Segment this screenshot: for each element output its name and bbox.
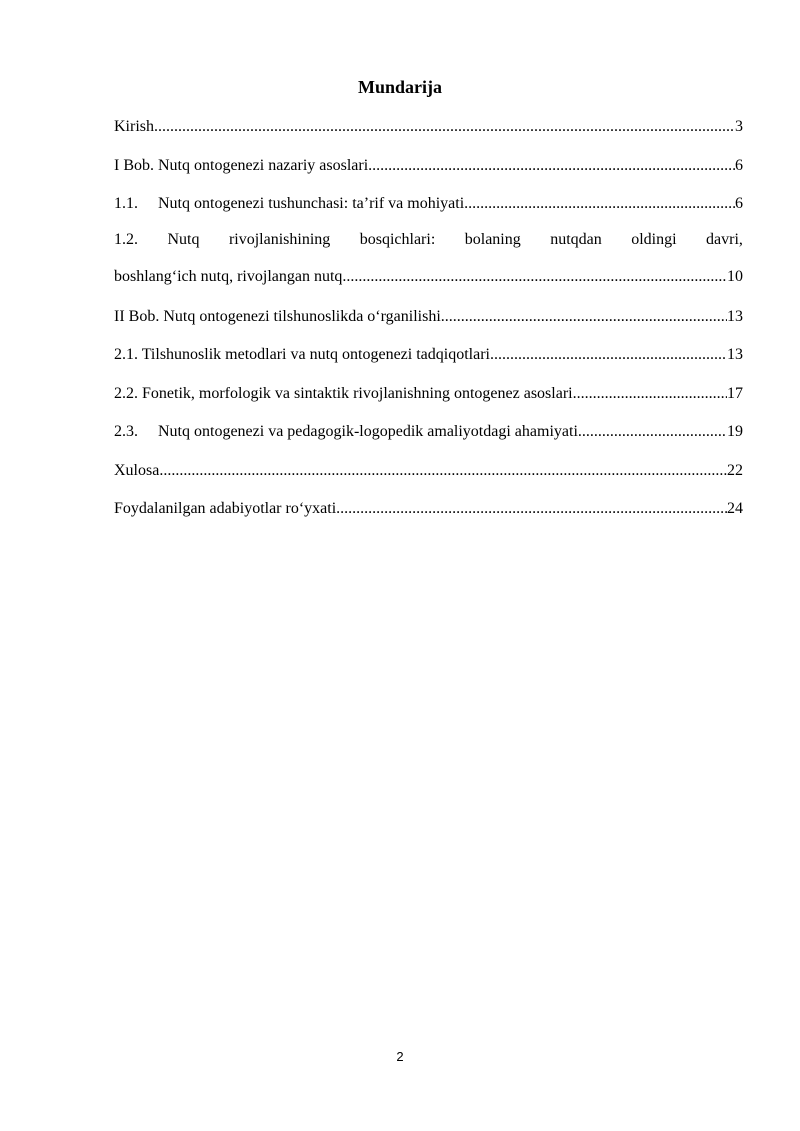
toc-dot-leader — [336, 499, 727, 519]
toc-dot-leader — [578, 422, 727, 442]
toc-word: oldingi — [631, 230, 677, 248]
toc-entry-text: 2.2. Fonetik, morfologik va sintaktik rivojlanishning ontogenez asoslari — [114, 384, 573, 402]
toc-word: nutqdan — [550, 230, 602, 248]
toc-page-number: 10 — [727, 267, 743, 285]
toc-word: davri, — [706, 230, 743, 248]
toc-entry-text: II Bob. Nutq ontogenezi tilshunoslikda o‘rganilishi — [114, 307, 441, 325]
toc-dot-leader — [441, 307, 727, 327]
toc-entry-bibliography[interactable] — [114, 490, 743, 529]
toc-entry-first-line — [114, 230, 743, 250]
toc-dot-leader — [159, 461, 727, 481]
toc-dot-leader — [464, 194, 735, 214]
toc-word: rivojlanishining — [228, 230, 331, 248]
toc-dot-leader — [342, 267, 727, 287]
page-title: Mundarija — [357, 77, 442, 97]
toc-dot-leader — [154, 117, 735, 137]
toc-word: bolaning — [464, 230, 521, 248]
toc-entry-xulosa[interactable] — [114, 452, 743, 491]
toc-entry-1-1[interactable] — [114, 185, 743, 224]
page-footer-number: 2 — [396, 1049, 404, 1064]
toc-section-number: 2.3. — [114, 423, 138, 441]
toc-entry-chapter-2[interactable] — [114, 298, 743, 337]
toc-entry-chapter-1[interactable] — [114, 147, 743, 186]
toc-page-number: 22 — [727, 461, 743, 479]
toc-entry-text: 2.1. Tilshunoslik metodlari va nutq ontogenezi tadqiqotlari — [114, 346, 490, 364]
toc-entry-text: I Bob. Nutq ontogenezi nazariy asoslari — [114, 156, 369, 174]
toc-word: bosqichlari: — [359, 230, 436, 248]
toc-page-number: 24 — [727, 500, 743, 518]
table-of-contents — [114, 108, 743, 529]
toc-entry-1-2[interactable] — [114, 224, 743, 298]
toc-word: 1.2. — [114, 230, 138, 248]
toc-entry-text: Nutq ontogenezi tushunchasi: ta’rif va mohiyati — [158, 195, 465, 213]
toc-entry-text: Kirish — [114, 118, 154, 136]
toc-entry-2-2[interactable] — [114, 375, 743, 414]
toc-entry-kirish[interactable] — [114, 108, 743, 147]
toc-entry-2-3[interactable] — [114, 413, 743, 452]
toc-dot-leader — [490, 345, 727, 365]
toc-entry-text: Xulosa — [114, 461, 160, 479]
toc-page-number: 13 — [727, 307, 743, 325]
toc-page-number: 3 — [735, 118, 743, 136]
toc-entry-text: Nutq ontogenezi va pedagogik-logopedik amaliyotdagi ahamiyati — [158, 423, 578, 441]
toc-entry-text: boshlang‘ich nutq, rivojlangan nutq — [114, 267, 343, 285]
toc-page-number: 6 — [735, 156, 743, 174]
toc-word: Nutq — [167, 230, 200, 248]
toc-dot-leader — [573, 384, 727, 404]
toc-entry-2-1[interactable] — [114, 336, 743, 375]
toc-section-number: 1.1. — [114, 195, 138, 213]
toc-page-number: 6 — [735, 195, 743, 213]
toc-dot-leader — [368, 156, 735, 176]
toc-page-number: 19 — [727, 423, 743, 441]
toc-page-number: 17 — [727, 384, 743, 402]
toc-entry-text: Foydalanilgan adabiyotlar ro‘yxati — [114, 500, 337, 518]
toc-page-number: 13 — [727, 346, 743, 364]
